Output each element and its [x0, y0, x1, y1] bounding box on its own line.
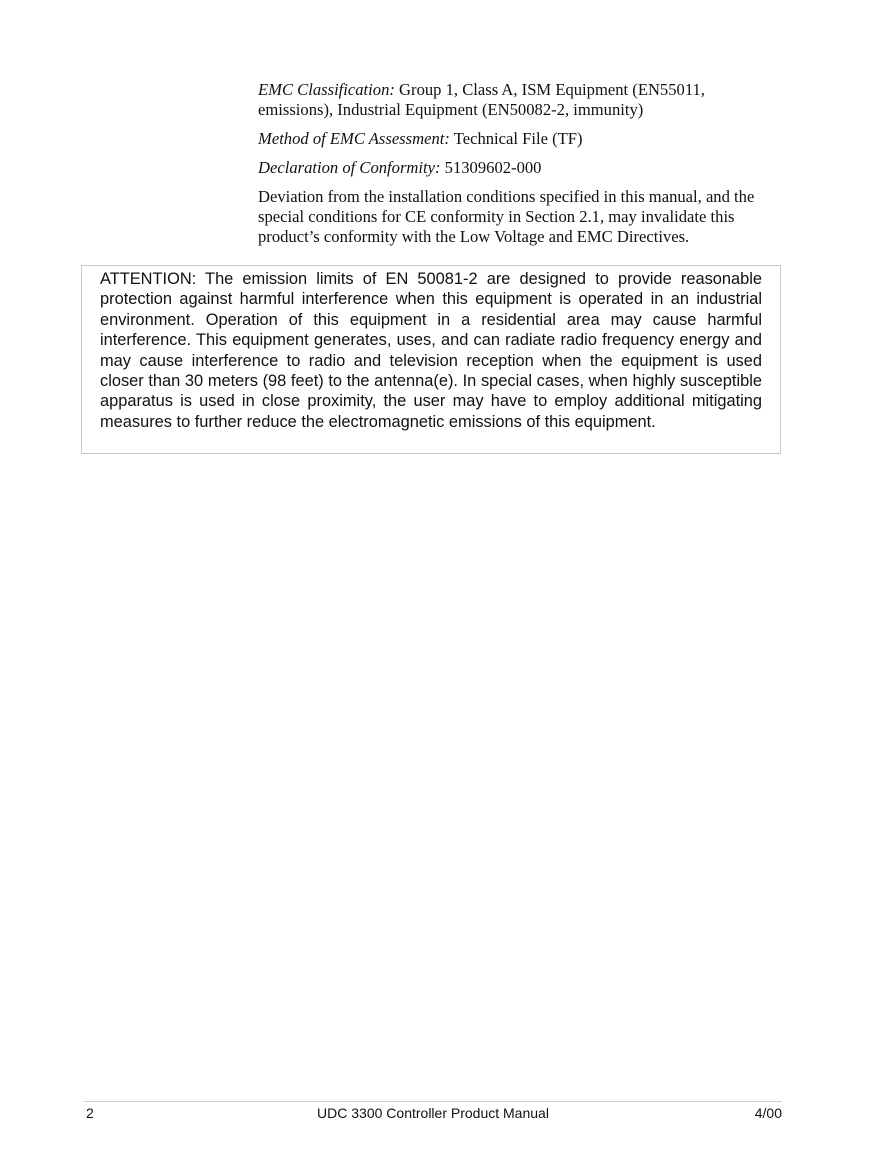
footer-divider: [84, 1101, 782, 1102]
declaration-label: Declaration of Conformity:: [258, 158, 441, 177]
method-of-assessment: [258, 129, 768, 149]
declaration-of-conformity: [258, 158, 768, 178]
method-of-assessment-label: Method of EMC Assessment:: [258, 129, 450, 148]
emc-classification-label: EMC Classification:: [258, 80, 395, 99]
page-footer: [84, 1104, 782, 1122]
footer-date: 4/00: [754, 1105, 782, 1121]
declaration-value: 51309602-000: [440, 158, 542, 177]
emc-classification-value: Group 1, Class A, ISM Equipment (EN55011, emissions), Industrial Equipment (EN50082-2, immunity): [258, 80, 705, 119]
deviation-note: Deviation from the installation conditions specified in this manual, and the special conditions for CE conformity in Section 2.1, may invalidate this product’s conformity with the Low Voltage and EMC Directives.: [258, 187, 755, 246]
attention-text: ATTENTION: The emission limits of EN 50081-2 are designed to provide reasonable protection against harmful interference when this equipment is operated in an industrial environment. Operation of this equipment in a residential area may cause harmful interference. This equipment generates, uses, and can radiate radio frequency energy and may cause interference to radio and television reception when the equipment is used closer than 30 meters (98 feet) to the antenna(e). In special cases, when highly susceptible apparatus is used in close proximity, the user may have to employ additional mitigating measures to further reduce the electromagnetic emissions of this equipment.: [100, 270, 762, 431]
method-of-assessment-value: Technical File (TF): [449, 129, 583, 148]
footer-title: UDC 3300 Controller Product Manual: [317, 1105, 549, 1121]
conformity-section: [258, 80, 768, 256]
attention-box: [81, 265, 781, 454]
emc-classification: [258, 80, 768, 120]
page-number: 2: [86, 1105, 94, 1121]
